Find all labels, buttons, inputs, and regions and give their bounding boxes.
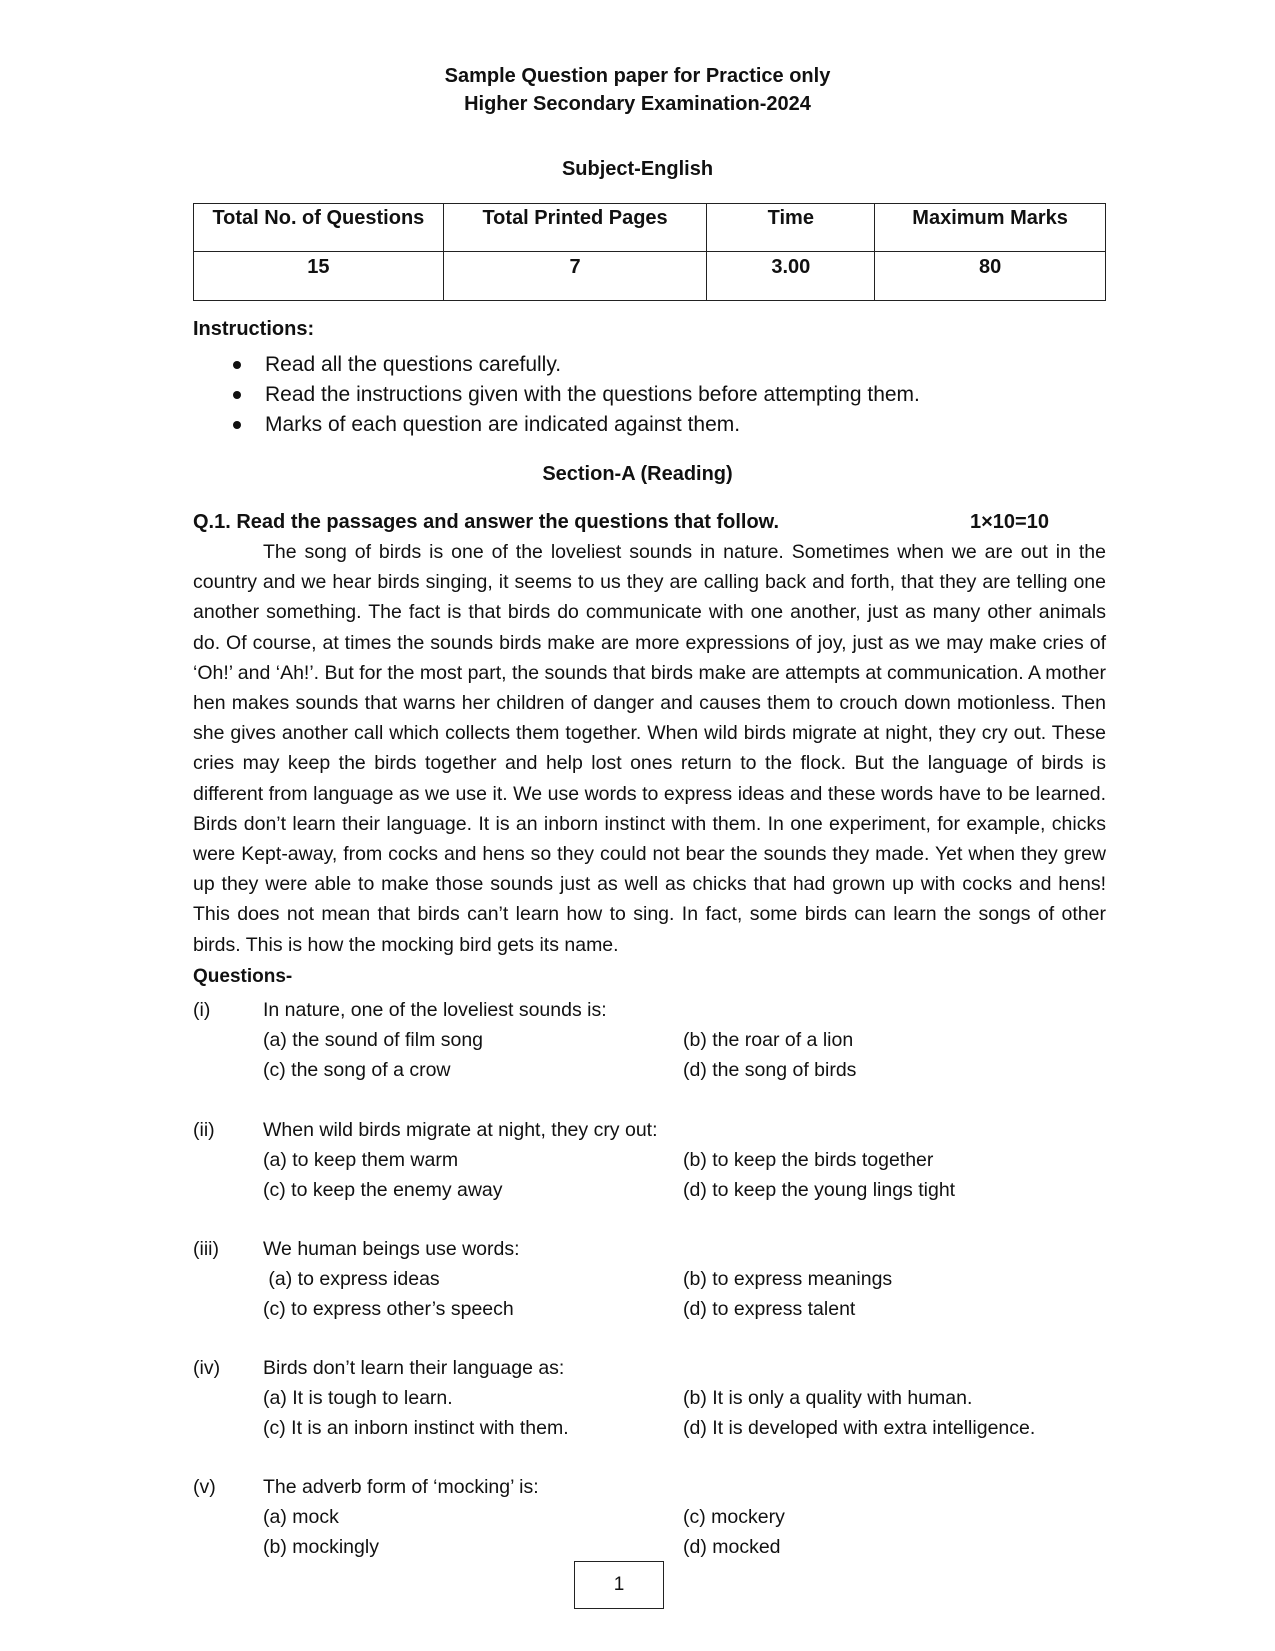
- instruction-text: Read all the questions carefully.: [265, 353, 562, 376]
- option: (a) the sound of film song: [263, 1029, 484, 1051]
- bullet-icon: [233, 421, 241, 429]
- header-max-marks: Maximum Marks: [875, 204, 1106, 252]
- question-number: (iv): [193, 1357, 221, 1379]
- instruction-item: [193, 350, 920, 380]
- subject-title: Subject-English: [561, 158, 714, 180]
- bullet-icon: [233, 391, 241, 399]
- option: (a) mock: [263, 1506, 339, 1528]
- option: (c) the song of a crow: [263, 1059, 451, 1081]
- value-total-pages: 7: [443, 252, 707, 301]
- reading-passage: [193, 537, 1106, 960]
- paper-title: Sample Question paper for Practice only: [444, 65, 831, 87]
- option: (d) to keep the young lings tight: [683, 1179, 956, 1201]
- option: (d) It is developed with extra intelligence.: [683, 1417, 1036, 1439]
- question-stem: When wild birds migrate at night, they cry out:: [263, 1119, 658, 1141]
- instruction-text: Read the instructions given with the questions before attempting them.: [265, 383, 920, 406]
- instructions-heading: Instructions:: [193, 318, 315, 340]
- option: (c) to keep the enemy away: [263, 1179, 503, 1201]
- questions-label: Questions-: [193, 966, 293, 987]
- question-stem: The adverb form of ‘mocking’ is:: [263, 1476, 539, 1498]
- question-number: (v): [193, 1476, 216, 1498]
- header-time: Time: [707, 204, 875, 252]
- section-title: Section-A (Reading): [542, 463, 733, 485]
- option: (a) to keep them warm: [263, 1149, 459, 1171]
- question-stem: In nature, one of the loveliest sounds is:: [263, 999, 607, 1021]
- paper-info-table: [193, 203, 1106, 301]
- option: (d) mocked: [683, 1536, 781, 1558]
- value-time: 3.00: [707, 252, 875, 301]
- option: (c) mockery: [683, 1506, 785, 1528]
- question-1-marks: 1×10=10: [970, 511, 1049, 533]
- bullet-icon: [233, 361, 241, 369]
- info-table-value-row: [194, 252, 1106, 301]
- info-table-header-row: [194, 204, 1106, 252]
- option: (b) It is only a quality with human.: [683, 1387, 973, 1409]
- value-total-questions: 15: [194, 252, 444, 301]
- option: (a) It is tough to learn.: [263, 1387, 453, 1409]
- question-number: (ii): [193, 1119, 215, 1141]
- option: (a) to express ideas: [263, 1268, 440, 1290]
- exam-title: Higher Secondary Examination-2024: [464, 93, 811, 115]
- option: (d) to express talent: [683, 1298, 856, 1320]
- passage-text: The song of birds is one of the loveliest sounds in nature. Sometimes when we are out in the country and we hear birds singing, it seems to us they are calling back and forth, that they are telling one another something. The fact is that birds do communicate with one another, just as many other animals do. Of course, at times the sounds birds make are more expressions of joy, just as we may make cries of ‘Oh!’ and ‘Ah!’. But for the most part, the sounds that birds make are attempts at communication. A mother hen makes sounds that warns her children of danger and causes them to crouch down motionless. Then she gives another call which collects them together. When wild birds migrate at night, they cry out. These cries may keep the birds together and help lost ones return to the flock. But the language of birds is different from language as we use it. We use words to express ideas and these words have to be learned. Birds don’t learn their language. It is an inborn instinct with them. In one experiment, for example, chicks were Kept-away, from cocks and hens so they could not bear the sounds they made. Yet when they grew up they were able to make those sounds just as well as chicks that had grown up with cocks and hens! This does not mean that birds can’t learn how to sing. In fact, some birds can learn the songs of other birds. This is how the mocking bird gets its name.: [193, 541, 1106, 956]
- option: (c) to express other’s speech: [263, 1298, 514, 1320]
- question-stem: We human beings use words:: [263, 1238, 520, 1260]
- instruction-text: Marks of each question are indicated against them.: [265, 413, 741, 436]
- option: (c) It is an inborn instinct with them.: [263, 1417, 569, 1439]
- page-number: 1: [574, 1561, 664, 1609]
- question-1-heading: Q.1. Read the passages and answer the questions that follow.: [193, 511, 780, 533]
- question-stem: Birds don’t learn their language as:: [263, 1357, 565, 1379]
- option: (b) to keep the birds together: [683, 1149, 934, 1171]
- instruction-item: [193, 380, 920, 410]
- option: (b) mockingly: [263, 1536, 379, 1558]
- instructions-list: [193, 350, 920, 440]
- header-total-pages: Total Printed Pages: [443, 204, 707, 252]
- question-number: (i): [193, 999, 211, 1021]
- question-number: (iii): [193, 1238, 219, 1260]
- option: (b) the roar of a lion: [683, 1029, 854, 1051]
- header-total-questions: Total No. of Questions: [194, 204, 444, 252]
- option: (b) to express meanings: [683, 1268, 893, 1290]
- value-max-marks: 80: [875, 252, 1106, 301]
- instruction-item: [193, 410, 920, 440]
- option: (d) the song of birds: [683, 1059, 857, 1081]
